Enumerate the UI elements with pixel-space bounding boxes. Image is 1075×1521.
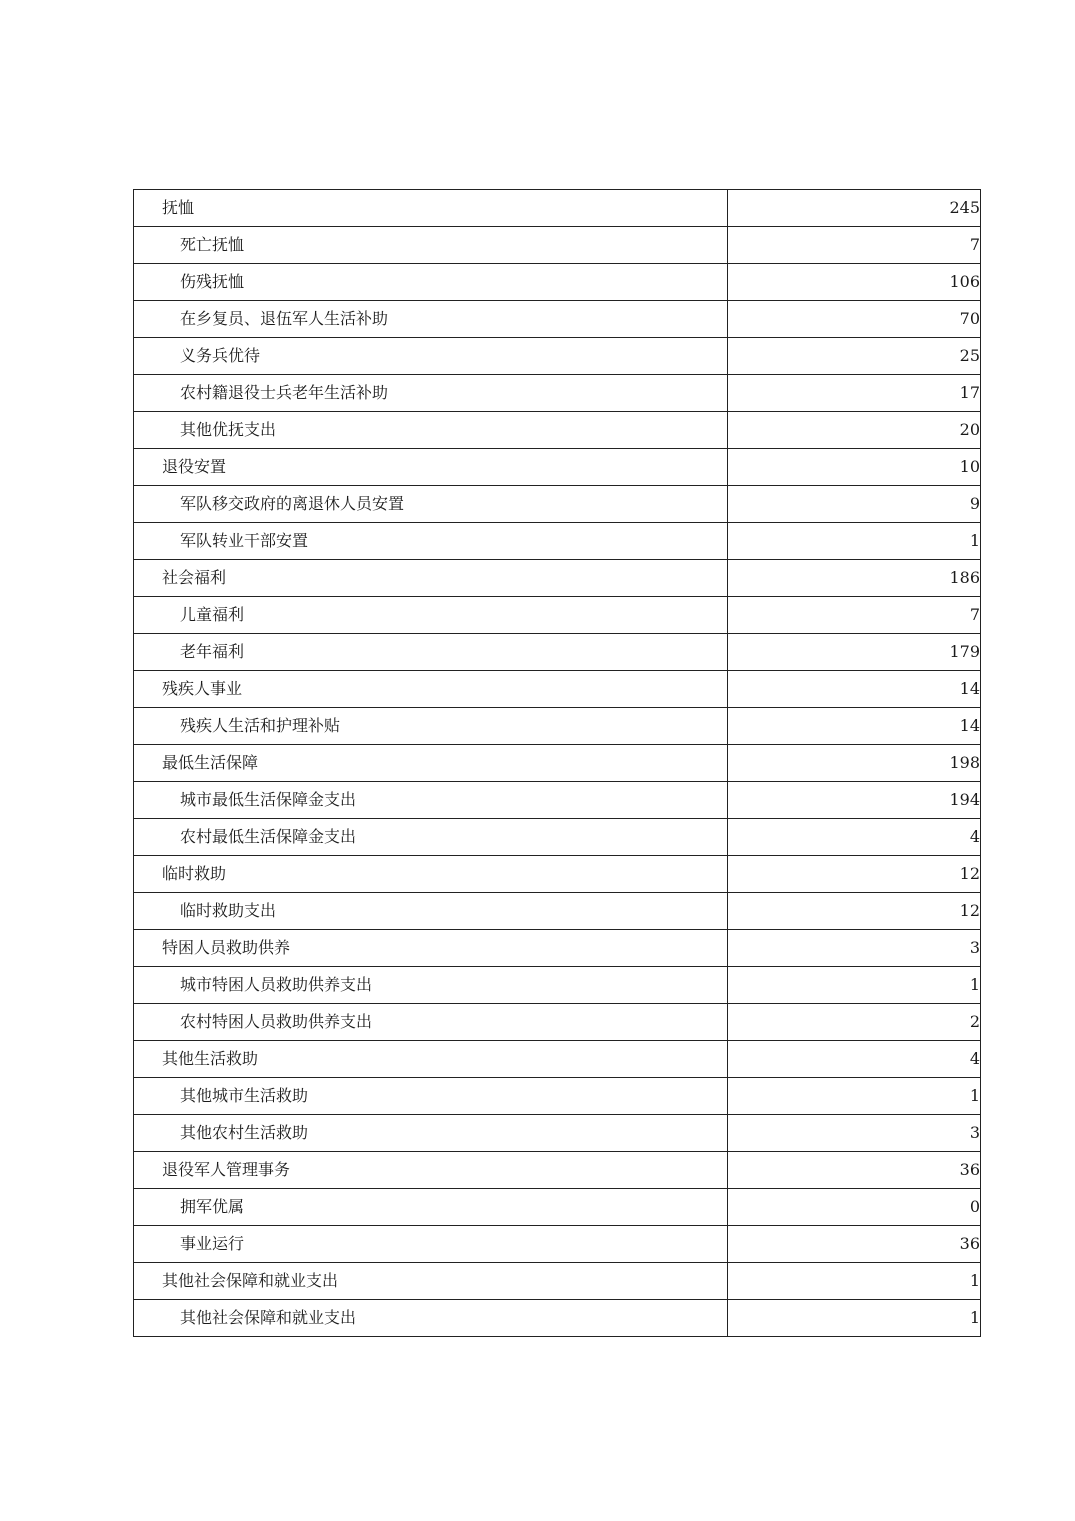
category-row	[134, 856, 981, 893]
item-value-cell: 1	[728, 1263, 981, 1300]
item-name-cell: 其他社会保障和就业支出	[134, 1300, 728, 1337]
item-value-cell: 1	[728, 1300, 981, 1337]
item-value-cell: 25	[728, 338, 981, 375]
category-row	[134, 560, 981, 597]
item-value-cell: 36	[728, 1152, 981, 1189]
item-value-cell: 17	[728, 375, 981, 412]
subcategory-row	[134, 1300, 981, 1337]
item-value-cell: 1	[728, 1078, 981, 1115]
item-name-cell: 其他优抚支出	[134, 412, 728, 449]
item-value-cell: 20	[728, 412, 981, 449]
subcategory-row	[134, 375, 981, 412]
item-name-cell: 事业运行	[134, 1226, 728, 1263]
item-value-cell: 3	[728, 930, 981, 967]
item-value-cell: 14	[728, 671, 981, 708]
item-name-cell: 其他生活救助	[134, 1041, 728, 1078]
subcategory-row	[134, 782, 981, 819]
item-name-cell: 退役安置	[134, 449, 728, 486]
category-row	[134, 1152, 981, 1189]
item-name-cell: 死亡抚恤	[134, 227, 728, 264]
item-name-cell: 农村籍退役士兵老年生活补助	[134, 375, 728, 412]
subcategory-row	[134, 486, 981, 523]
item-value-cell: 10	[728, 449, 981, 486]
item-name-cell: 伤残抚恤	[134, 264, 728, 301]
item-value-cell: 1	[728, 967, 981, 1004]
item-value-cell: 179	[728, 634, 981, 671]
item-name-cell: 农村最低生活保障金支出	[134, 819, 728, 856]
subcategory-row	[134, 597, 981, 634]
item-name-cell: 其他农村生活救助	[134, 1115, 728, 1152]
item-value-cell: 4	[728, 819, 981, 856]
item-name-cell: 特困人员救助供养	[134, 930, 728, 967]
subcategory-row	[134, 708, 981, 745]
item-value-cell: 7	[728, 597, 981, 634]
subcategory-row	[134, 264, 981, 301]
item-name-cell: 临时救助支出	[134, 893, 728, 930]
category-row	[134, 745, 981, 782]
item-value-cell: 4	[728, 1041, 981, 1078]
subcategory-row	[134, 967, 981, 1004]
item-name-cell: 其他城市生活救助	[134, 1078, 728, 1115]
category-row	[134, 671, 981, 708]
item-name-cell: 最低生活保障	[134, 745, 728, 782]
subcategory-row	[134, 1004, 981, 1041]
item-name-cell: 临时救助	[134, 856, 728, 893]
subcategory-row	[134, 523, 981, 560]
item-name-cell: 残疾人生活和护理补贴	[134, 708, 728, 745]
item-value-cell: 7	[728, 227, 981, 264]
subcategory-row	[134, 819, 981, 856]
category-row	[134, 1263, 981, 1300]
item-name-cell: 军队转业干部安置	[134, 523, 728, 560]
subcategory-row	[134, 412, 981, 449]
item-name-cell: 军队移交政府的离退休人员安置	[134, 486, 728, 523]
category-row	[134, 1041, 981, 1078]
table-body	[134, 190, 981, 1337]
category-row	[134, 449, 981, 486]
item-name-cell: 城市特困人员救助供养支出	[134, 967, 728, 1004]
item-name-cell: 义务兵优待	[134, 338, 728, 375]
item-name-cell: 拥军优属	[134, 1189, 728, 1226]
item-value-cell: 12	[728, 856, 981, 893]
item-name-cell: 残疾人事业	[134, 671, 728, 708]
item-name-cell: 城市最低生活保障金支出	[134, 782, 728, 819]
expenditure-table	[133, 189, 981, 1337]
subcategory-row	[134, 301, 981, 338]
item-value-cell: 186	[728, 560, 981, 597]
subcategory-row	[134, 893, 981, 930]
item-name-cell: 其他社会保障和就业支出	[134, 1263, 728, 1300]
item-name-cell: 在乡复员、退伍军人生活补助	[134, 301, 728, 338]
item-name-cell: 儿童福利	[134, 597, 728, 634]
item-name-cell: 抚恤	[134, 190, 728, 227]
subcategory-row	[134, 1226, 981, 1263]
item-value-cell: 194	[728, 782, 981, 819]
item-value-cell: 106	[728, 264, 981, 301]
subcategory-row	[134, 1189, 981, 1226]
item-value-cell: 36	[728, 1226, 981, 1263]
subcategory-row	[134, 227, 981, 264]
subcategory-row	[134, 1078, 981, 1115]
subcategory-row	[134, 338, 981, 375]
category-row	[134, 190, 981, 227]
item-value-cell: 12	[728, 893, 981, 930]
item-value-cell: 2	[728, 1004, 981, 1041]
item-value-cell: 9	[728, 486, 981, 523]
item-name-cell: 社会福利	[134, 560, 728, 597]
subcategory-row	[134, 1115, 981, 1152]
item-value-cell: 0	[728, 1189, 981, 1226]
category-row	[134, 930, 981, 967]
subcategory-row	[134, 634, 981, 671]
item-value-cell: 3	[728, 1115, 981, 1152]
item-value-cell: 1	[728, 523, 981, 560]
item-name-cell: 老年福利	[134, 634, 728, 671]
item-value-cell: 14	[728, 708, 981, 745]
item-value-cell: 245	[728, 190, 981, 227]
item-value-cell: 198	[728, 745, 981, 782]
item-value-cell: 70	[728, 301, 981, 338]
item-name-cell: 农村特困人员救助供养支出	[134, 1004, 728, 1041]
item-name-cell: 退役军人管理事务	[134, 1152, 728, 1189]
